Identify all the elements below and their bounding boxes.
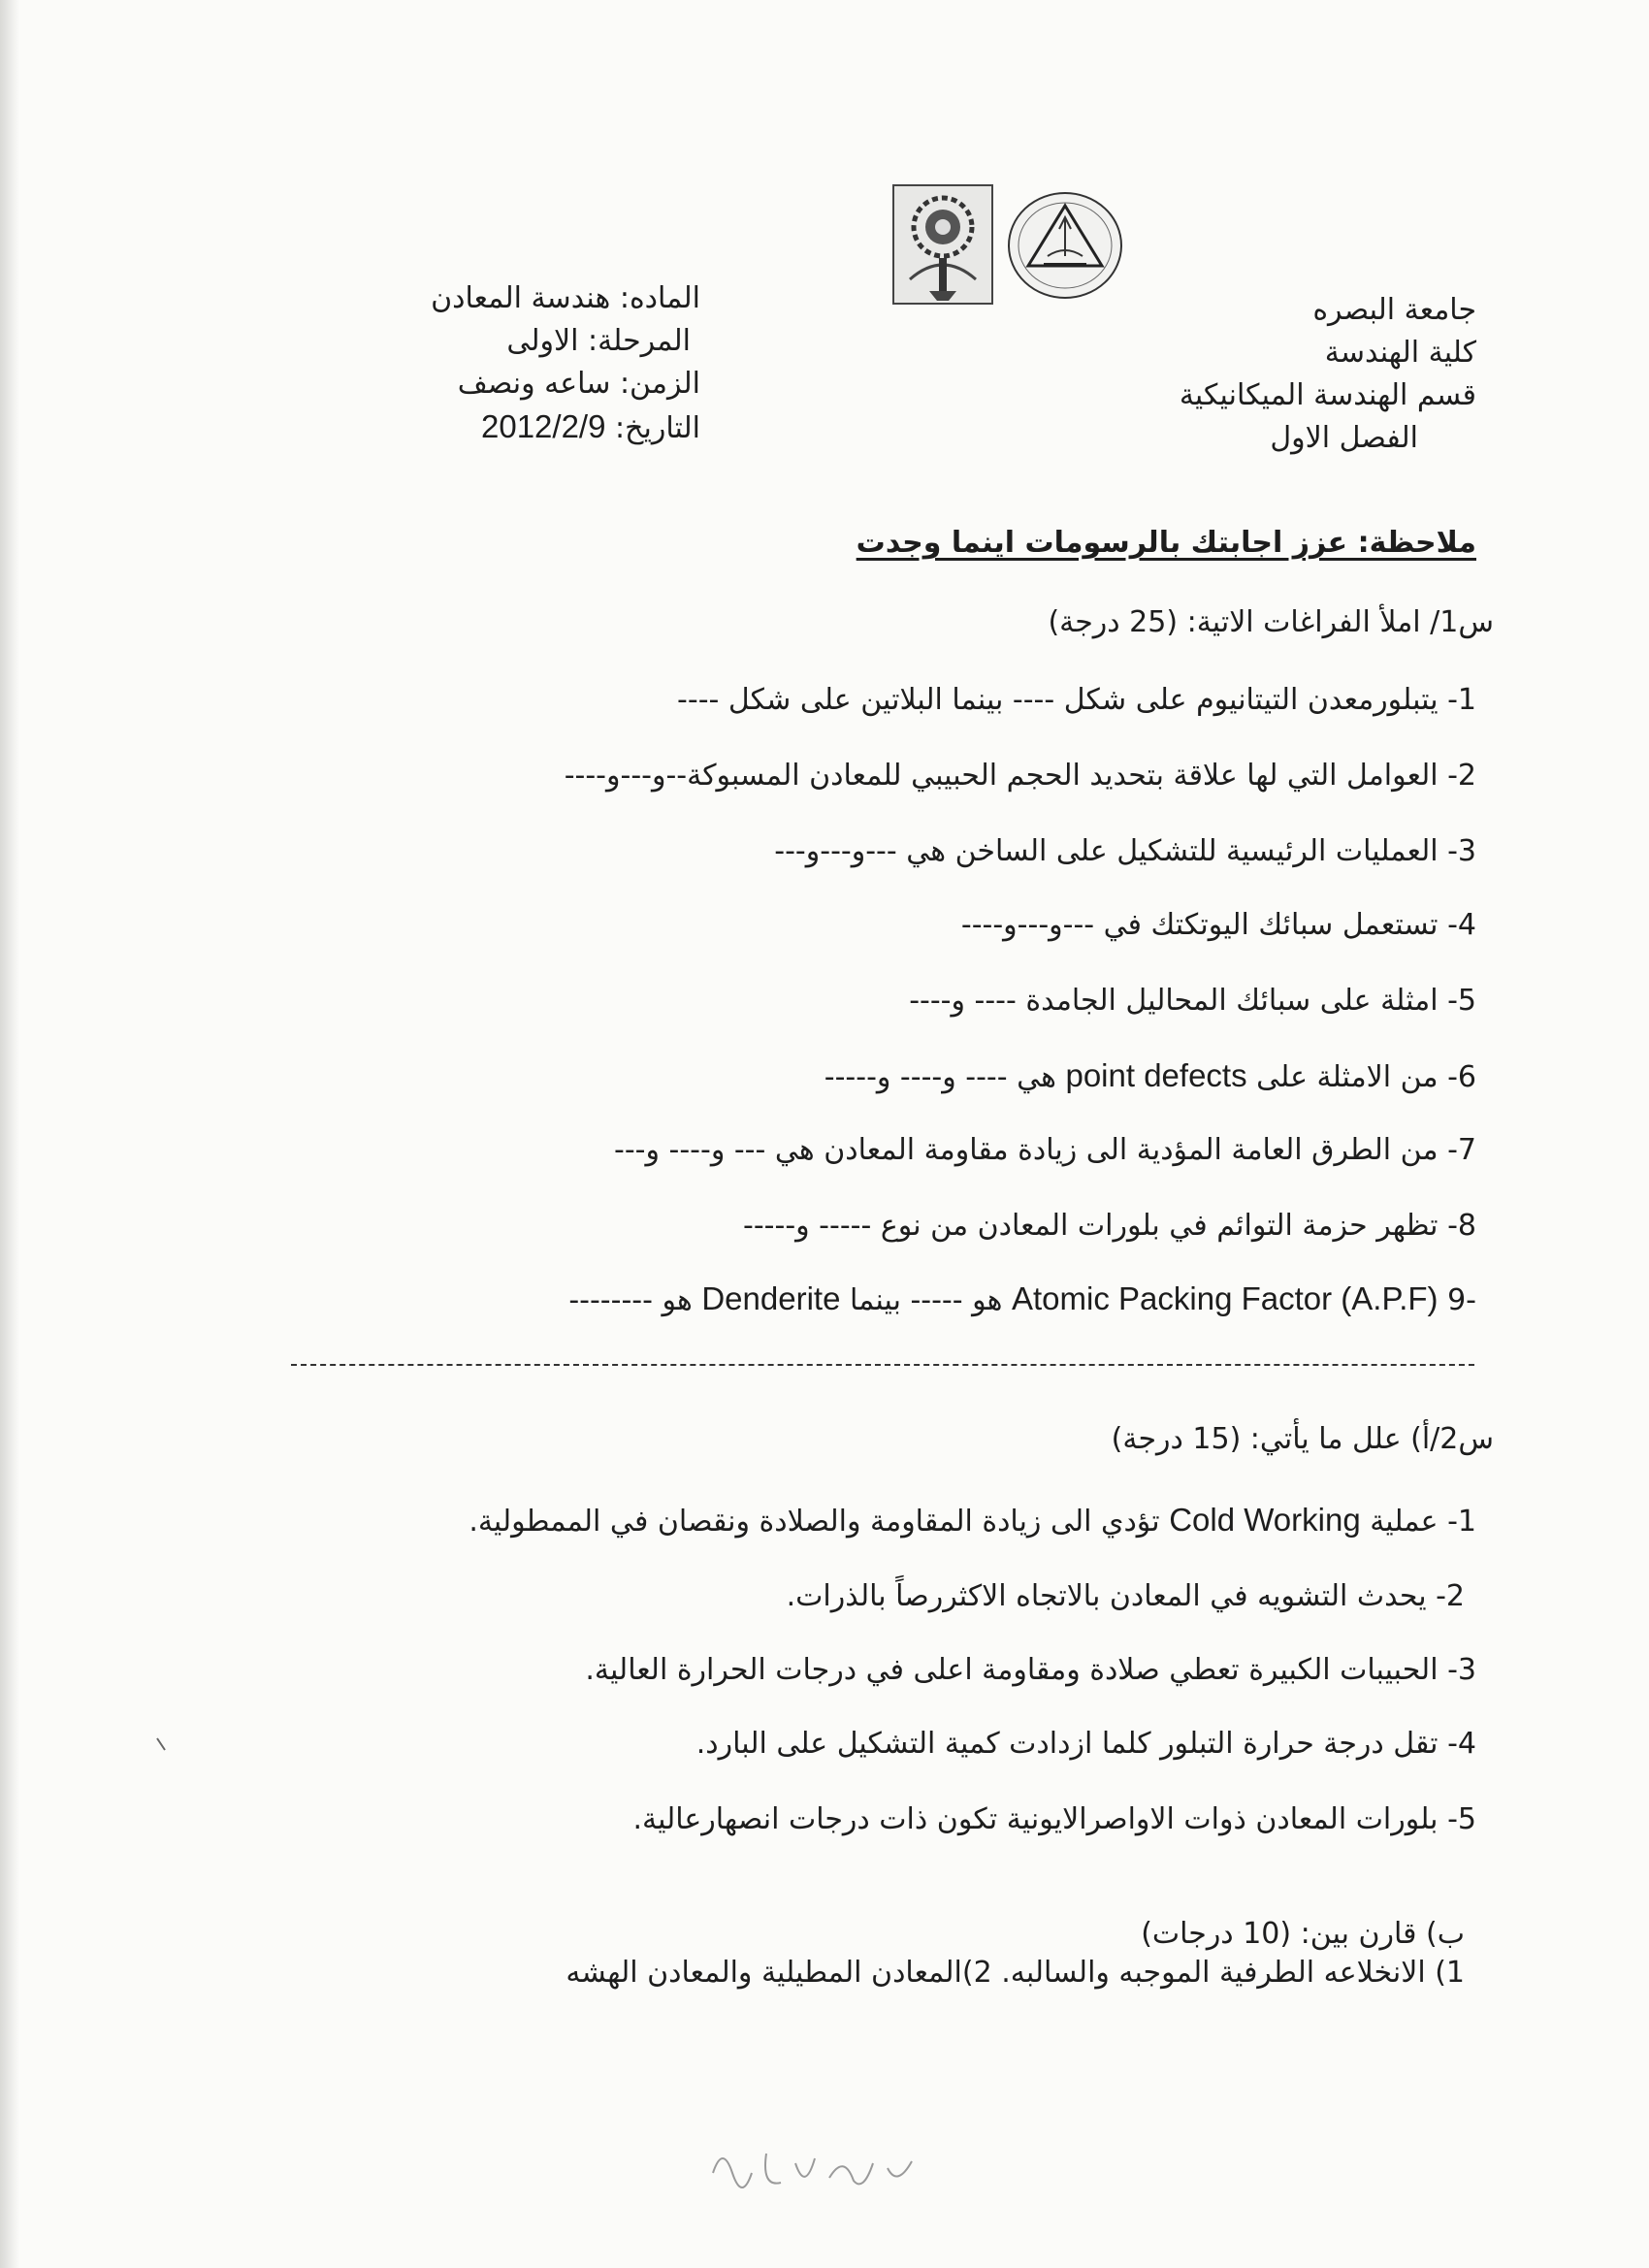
q1-item-5: 5- امثلة على سبائك المحاليل الجامدة ---- و---- — [909, 984, 1476, 1018]
university-seal-icon — [1005, 188, 1125, 303]
margin-mark-icon — [155, 1736, 169, 1752]
exam-date — [431, 405, 700, 450]
q1-item-6-suffix: هي ---- و---- و----- — [824, 1060, 1056, 1094]
question-1-title: س1/ املأ الفراغات الاتية: (25 درجة) — [1048, 605, 1494, 639]
exam-date-label: التاريخ: — [615, 411, 700, 445]
q2a-item-5: 5- بلورات المعادن ذوات الاواصرالايونية تكون ذات درجات انصهارعالية. — [632, 1802, 1476, 1836]
exam-note: ملاحظة: عزز اجابتك بالرسومات اينما وجدت — [856, 526, 1476, 560]
q1-item-2: 2- العوامل التي لها علاقة بتحديد الحجم الحبيبي للمعادن المسبوكة--و---و---- — [564, 759, 1476, 793]
department-name: قسم الهندسة الميكانيكية — [1179, 378, 1476, 412]
q1-item-8: 8- تظهر حزمة التوائم في بلورات المعادن من نوع ----- و----- — [743, 1209, 1476, 1243]
question-2a-title: س2/أ) علل ما يأتي: (15 درجة) — [1111, 1422, 1494, 1456]
q1-item-9-mid: هو ----- بينما — [849, 1283, 1003, 1317]
q1-item-9-term-apf: Atomic Packing Factor (A.P.F) — [1012, 1280, 1439, 1316]
q1-item-6 — [824, 1057, 1476, 1094]
college-logo-icon — [890, 182, 995, 307]
university-name: جامعة البصره — [1312, 293, 1476, 327]
semester: الفصل الاول — [1270, 421, 1418, 455]
q1-item-9 — [568, 1280, 1476, 1317]
college-name: كلية الهندسة — [1324, 336, 1476, 370]
q2a-item-1 — [469, 1502, 1476, 1539]
q1-item-4: 4- تستعمل سبائك اليوتكتك في ---و---و---- — [960, 908, 1476, 942]
q1-item-6-term: point defects — [1065, 1057, 1247, 1093]
q2a-item-1-term: Cold Working — [1169, 1502, 1361, 1538]
question-2b-title: ب) قارن بين: (10 درجات) — [1141, 1917, 1465, 1951]
scan-edge-shadow — [0, 0, 19, 2268]
exam-subject: الماده: هندسة المعادن — [431, 281, 700, 315]
section-divider — [291, 1364, 1474, 1366]
institution-header — [1180, 289, 1476, 460]
q2a-item-2: 2- يحدث التشويه في المعادن بالاتجاه الاكثررصاً بالذرات. — [786, 1579, 1465, 1613]
exam-time: الزمن: ساعه ونصف — [457, 367, 700, 401]
q1-item-3: 3- العمليات الرئيسية للتشكيل على الساخن هي ---و---و--- — [774, 834, 1476, 868]
q2b-item: 1) الانخلاعه الطرفية الموجبه والسالبه. 2)المعادن المطيلية والمعادن الهشه — [566, 1956, 1465, 1990]
q1-item-1: 1- يتبلورمعدن التيتانيوم على شكل ---- بينما البلاتين على شكل ---- — [677, 683, 1476, 717]
logo-group — [890, 182, 1139, 308]
q1-item-6-prefix: 6- من الامثلة على — [1256, 1060, 1476, 1094]
exam-info-header — [431, 277, 700, 450]
q2a-item-1-prefix: 1- عملية — [1370, 1505, 1476, 1539]
q2a-item-4: 4- تقل درجة حرارة التبلور كلما ازدادت كمية التشكيل على البارد. — [695, 1727, 1476, 1761]
q1-item-9-term-dendrite: Denderite — [701, 1280, 841, 1316]
exam-date-value: 2012/2/9 — [481, 408, 606, 444]
q2a-item-1-suffix: تؤدي الى زيادة المقاومة والصلادة ونقصان في الممطولية. — [469, 1505, 1160, 1539]
q1-item-9-number: -9 — [1447, 1283, 1476, 1317]
q1-item-9-end: هو -------- — [568, 1283, 693, 1317]
handwritten-scribble-icon — [708, 2134, 922, 2212]
q1-item-7: 7- من الطرق العامة المؤدية الى زيادة مقاومة المعادن هي --- و---- و--- — [614, 1133, 1476, 1167]
exam-stage: المرحلة: الاولى — [506, 324, 691, 358]
q2a-item-3: 3- الحبيبات الكبيرة تعطي صلادة ومقاومة اعلى في درجات الحرارة العالية. — [585, 1653, 1476, 1687]
